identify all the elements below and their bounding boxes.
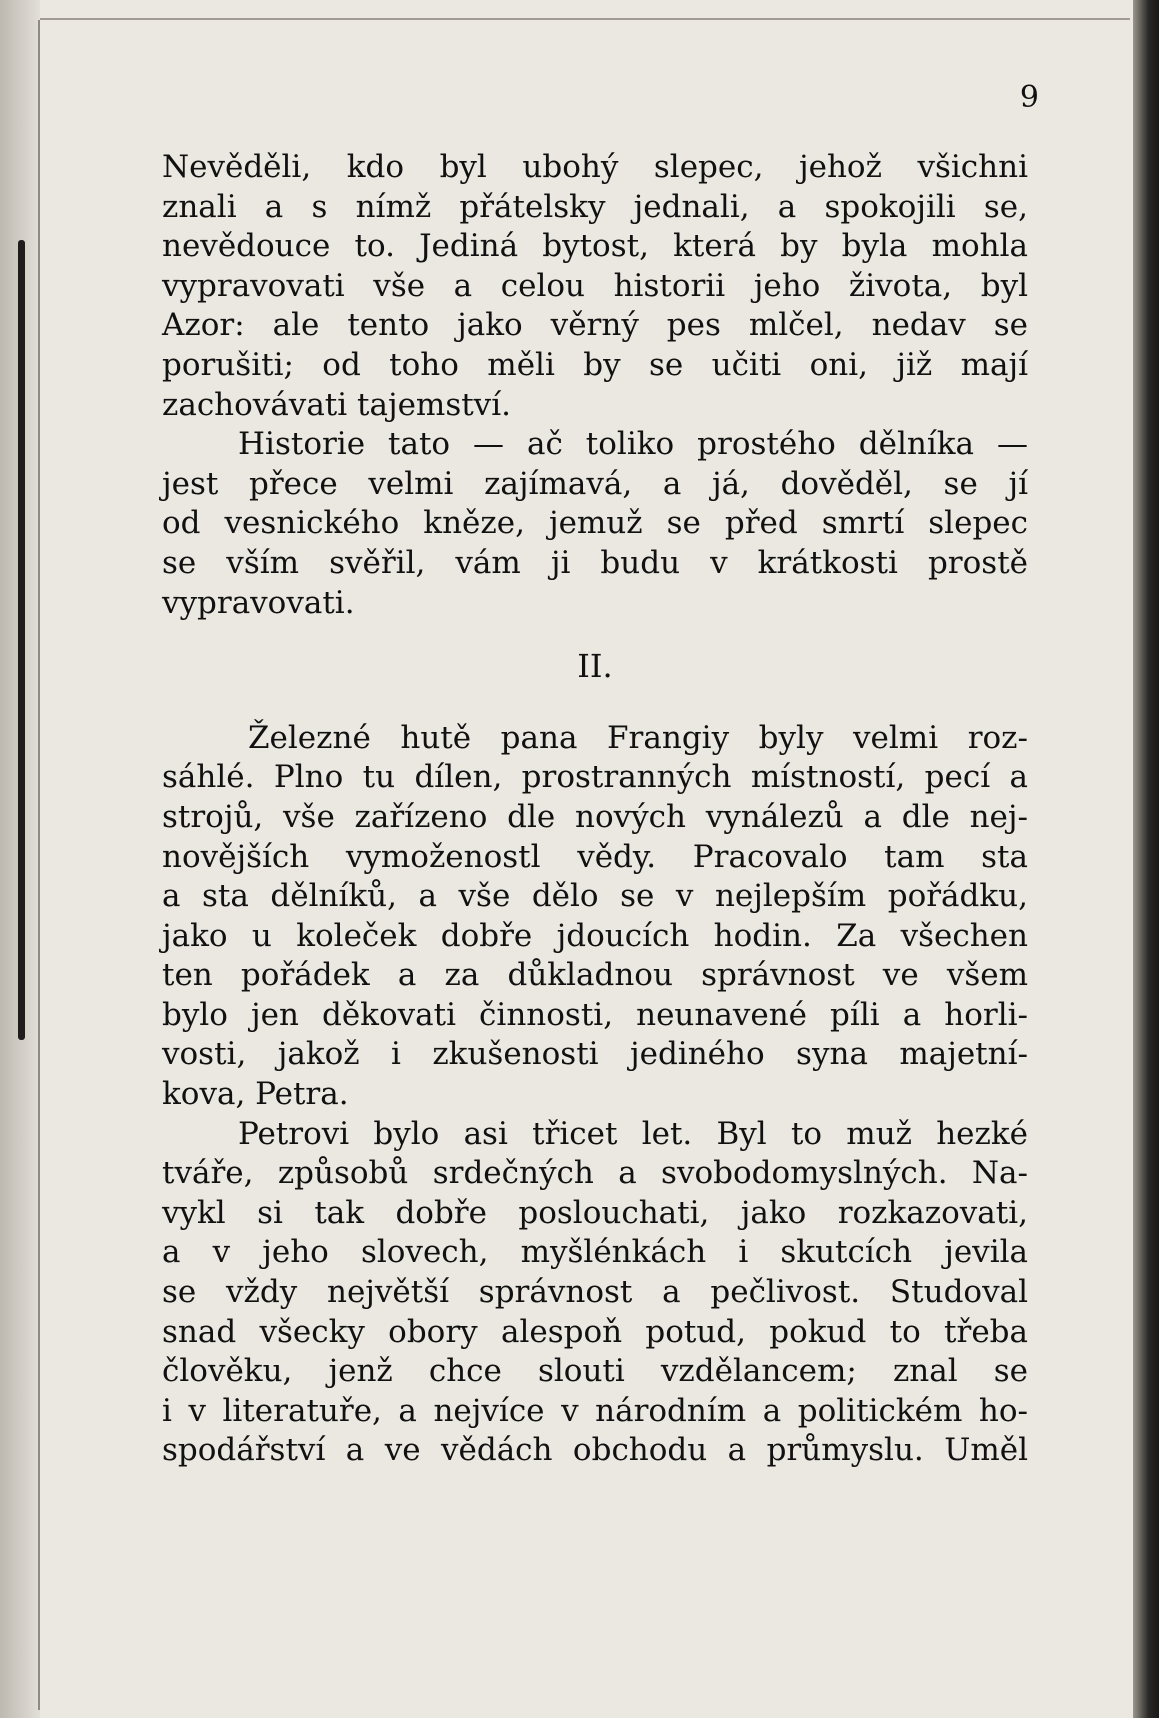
paragraph-3 xyxy=(162,719,1028,1115)
text-line: člověku, jenž chce slouti vzdělancem; znal se xyxy=(162,1353,1028,1390)
top-page-edge xyxy=(40,18,1130,20)
text-line: od vesnického kněze, jemuž se před smrtí slepec xyxy=(162,505,1028,542)
text-line: tváře, způsobů srdečných a svobodomyslných. Na- xyxy=(162,1155,1028,1192)
text-line: Petrovi bylo asi třicet let. Byl to muž hezké xyxy=(238,1115,1028,1152)
text-line: snad všecky obory alespoň potud, pokud to třeba xyxy=(162,1313,1028,1350)
chapter-heading: II. xyxy=(577,647,613,686)
text-line: Historie tato — ač toliko prostého dělníka — xyxy=(238,426,1028,463)
text-line: se vždy největší správnost a pečlivost. Studoval xyxy=(162,1274,1028,1311)
paragraph-4 xyxy=(162,1115,1028,1471)
text-line: ten pořádek a za důkladnou správnost ve všem xyxy=(162,957,1028,994)
gutter-binding-line xyxy=(18,240,25,1040)
text-line: Železné hutě pana Frangiy byly velmi roz- xyxy=(248,719,1028,756)
text-line: vykl si tak dobře poslouchati, jako rozkazovati, xyxy=(162,1194,1028,1231)
text-line: vosti, jakož i zkušenosti jediného syna majetní- xyxy=(162,1036,1028,1073)
text-line: znali a s nímž přátelsky jednali, a spokojili se, xyxy=(162,188,1028,225)
text-line: sáhlé. Plno tu dílen, prostranných místností, pecí a xyxy=(162,759,1028,796)
text-line: Nevěděli, kdo byl ubohý slepec, jehož všichni xyxy=(162,149,1028,185)
text-line: novějších vymoženostl vědy. Pracovalo tam sta xyxy=(162,838,1028,875)
paragraph-2 xyxy=(162,425,1028,623)
text-line: jest přece velmi zajímavá, a já, dověděl, se jí xyxy=(162,465,1028,502)
paragraph-1 xyxy=(162,148,1028,425)
text-line: nevědouce to. Jediná bytost, která by byla mohla xyxy=(162,228,1028,265)
text-line: i v literatuře, a nejvíce v národním a politickém ho- xyxy=(162,1392,1028,1429)
text-line: vypravovati. xyxy=(162,584,355,621)
text-line: a v jeho slovech, myšlénkách i skutcích jevila xyxy=(162,1234,1028,1271)
text-line: strojů, vše zařízeno dle nových vynálezů a dle nej- xyxy=(162,798,1028,835)
text-line: a sta dělníků, a vše dělo se v nejlepším pořádku, xyxy=(162,878,1028,915)
left-page-edge xyxy=(38,20,40,1710)
text-line: se vším svěřil, vám ji budu v krátkosti prostě xyxy=(162,544,1028,581)
text-line: jako u koleček dobře jdoucích hodin. Za všechen xyxy=(162,917,1028,954)
page-number: 9 xyxy=(1019,80,1039,115)
text-line: bylo jen děkovati činnosti, neunavené píli a horli- xyxy=(162,996,1028,1033)
text-line: porušiti; od toho měli by se učiti oni, již mají xyxy=(162,346,1028,383)
text-line: zachovávati tajemství. xyxy=(162,386,511,423)
text-line: vypravovati vše a celou historii jeho života, byl xyxy=(162,267,1028,304)
body-text xyxy=(162,148,1028,1471)
text-line: kova, Petra. xyxy=(162,1076,349,1113)
text-line: Azor: ale tento jako věrný pes mlčel, nedav se xyxy=(162,307,1028,344)
text-line: spodářství a ve vědách obchodu a průmyslu. Uměl xyxy=(162,1432,1028,1469)
right-page-edge xyxy=(1133,0,1159,1718)
